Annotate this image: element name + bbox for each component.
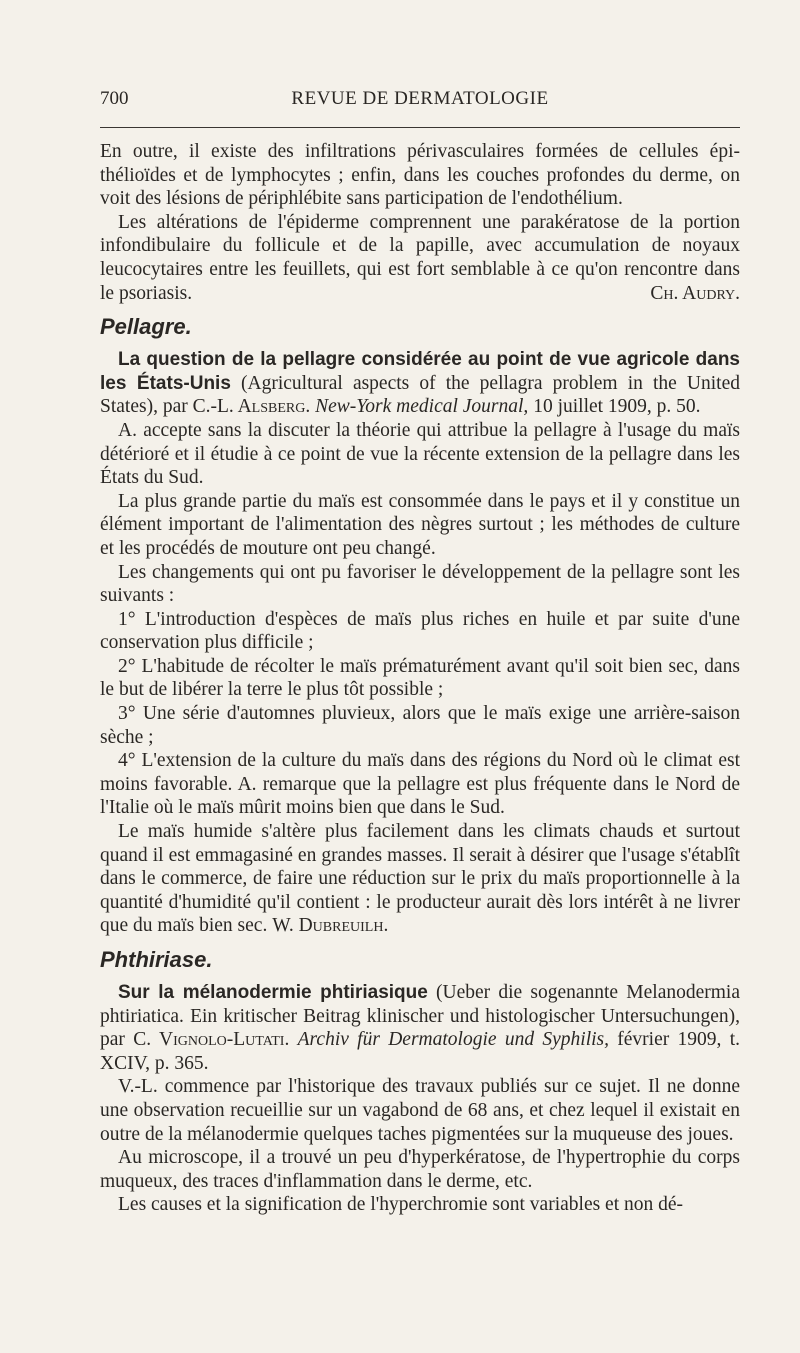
signature-audry: Ch. Audry. [650,282,740,304]
phthiriase-reference [100,981,740,1075]
phthiriase-author: C. Vignolo-Lutati. [133,1029,290,1051]
page-header [100,88,740,116]
pellagre-last-paragraph-text: Le maïs humide s'altère plus facilement dans les climats chauds et surtout quand il est emmagasiné en grandes masses. Il serait à désirer que l'usage s'établît dans le commerce, de faire une réduction sur le prix du maïs proportionnelle à la quantité d'humidité qu'il contient : le producteur aurait dès lors intérêt à ne livrer que du maïs bien sec. [100,821,740,937]
phthiriase-paragraph: Les causes et la signification de l'hyperchromie sont variables et non dé- [118,1194,684,1216]
phthiriase-article-title: Sur la mélanodermie phtiriasique [118,982,428,1003]
pellagre-list-item: 2° L'habitude de récolter le maïs prématurément avant qu'il soit bien sec, dans le but de libérer la terre le plus tôt possible ; [100,655,740,701]
phthiriase-journal: Archiv für Dermatologie und Syphilis, [297,1029,609,1051]
pellagre-paragraph: Les changements qui ont pu favoriser le développement de la pellagre sont les suivants : [100,561,740,607]
pellagre-paragraph: A. accepte sans la discuter la théorie qui attribue la pellagre à l'usage du maïs détérioré et il étudie à ce point de vue la récente extension de la pellagre dans les États du Sud. [100,419,740,489]
pellagre-author: C.-L. Alsberg. [192,396,311,418]
intro-paragraph-2 [100,211,740,305]
header-rule [100,127,740,128]
pellagre-reference [100,348,740,419]
phthiriase-paragraph: Au microscope, il a trouvé un peu d'hyperkératose, de l'hypertrophie du corps muqueux, des traces d'inflammation dans le derme, etc. [100,1147,740,1192]
pellagre-last-paragraph [100,820,740,938]
pellagre-list-item: 1° L'introduction d'espèces de maïs plus riches en huile et par suite d'une conservation plus difficile ; [100,608,740,654]
section-heading-phthiriase: Phthiriase. [100,947,213,972]
pellagre-article-title: La question de la pellagre considérée au point de vue agricole dans les États-Unis [100,349,740,394]
pellagre-ref-b: 10 juillet 1909, p. 50. [528,396,701,418]
phthiriase-paragraph: V.-L. commence par l'historique des travaux publiés sur ce sujet. Il ne donne une observation recueillie sur un vagabond de 68 ans, et chez lequel il existait en outre de la mélanodermie quelques taches pigmentées sur la muqueuse des joues. [100,1076,740,1145]
intro-paragraph-1: En outre, il existe des infiltrations périvasculaires formées de cellules épithélioïdes et de lymphocytes ; enfin, dans les couches profondes du derme, on voit des lésions de périphlébite sans participation de l'endothélium. [100,141,740,210]
pellagre-journal: New-York medical Journal, [315,396,529,418]
pellagre-list-item: 4° L'extension de la culture du maïs dans des régions du Nord où le climat est moins favorable. A. remarque que la pellagre est plus fréquente dans le Nord de l'Italie où le maïs mûrit moins bien que dans le Sud. [100,750,740,819]
phthiriase-ref-a: (Ueber die sogenannte Melanodermia phtiriatica. Ein kritischer Beitrag klinischer und histologischer Untersuchungen), par [100,982,740,1051]
running-title: REVUE DE DERMATOLOGIE [291,88,549,109]
page-body [100,140,740,1217]
pellagre-ref-a: (Agricultural aspects of the pellagra problem in the United States), par [100,372,741,418]
pellagre-paragraph: La plus grande partie du maïs est consommée dans le pays et il y constitue un élément important de l'alimentation des nègres surtout ; les méthodes de culture et les procédés de mouture ont peu changé. [100,490,740,559]
intro-paragraph-2-text: Les altérations de l'épiderme comprennent une parakératose de la portion infondibulaire du follicule et de la papille, avec accumulation de noyaux leucocytaires entre les feuillets, qui est fort semblable à ce qu'on rencontre dans le psoriasis. [100,211,740,304]
signature-dubreuilh: W. Dubreuilh. [272,915,389,937]
section-heading-pellagre: Pellagre. [100,314,192,340]
phthiriase-ref-b: février 1909, t. XCIV, p. 365. [100,1029,740,1074]
page-number: 700 [100,88,129,109]
pellagre-list-item: 3° Une série d'automnes pluvieux, alors que le maïs exige une arrière-saison sèche ; [100,703,740,748]
